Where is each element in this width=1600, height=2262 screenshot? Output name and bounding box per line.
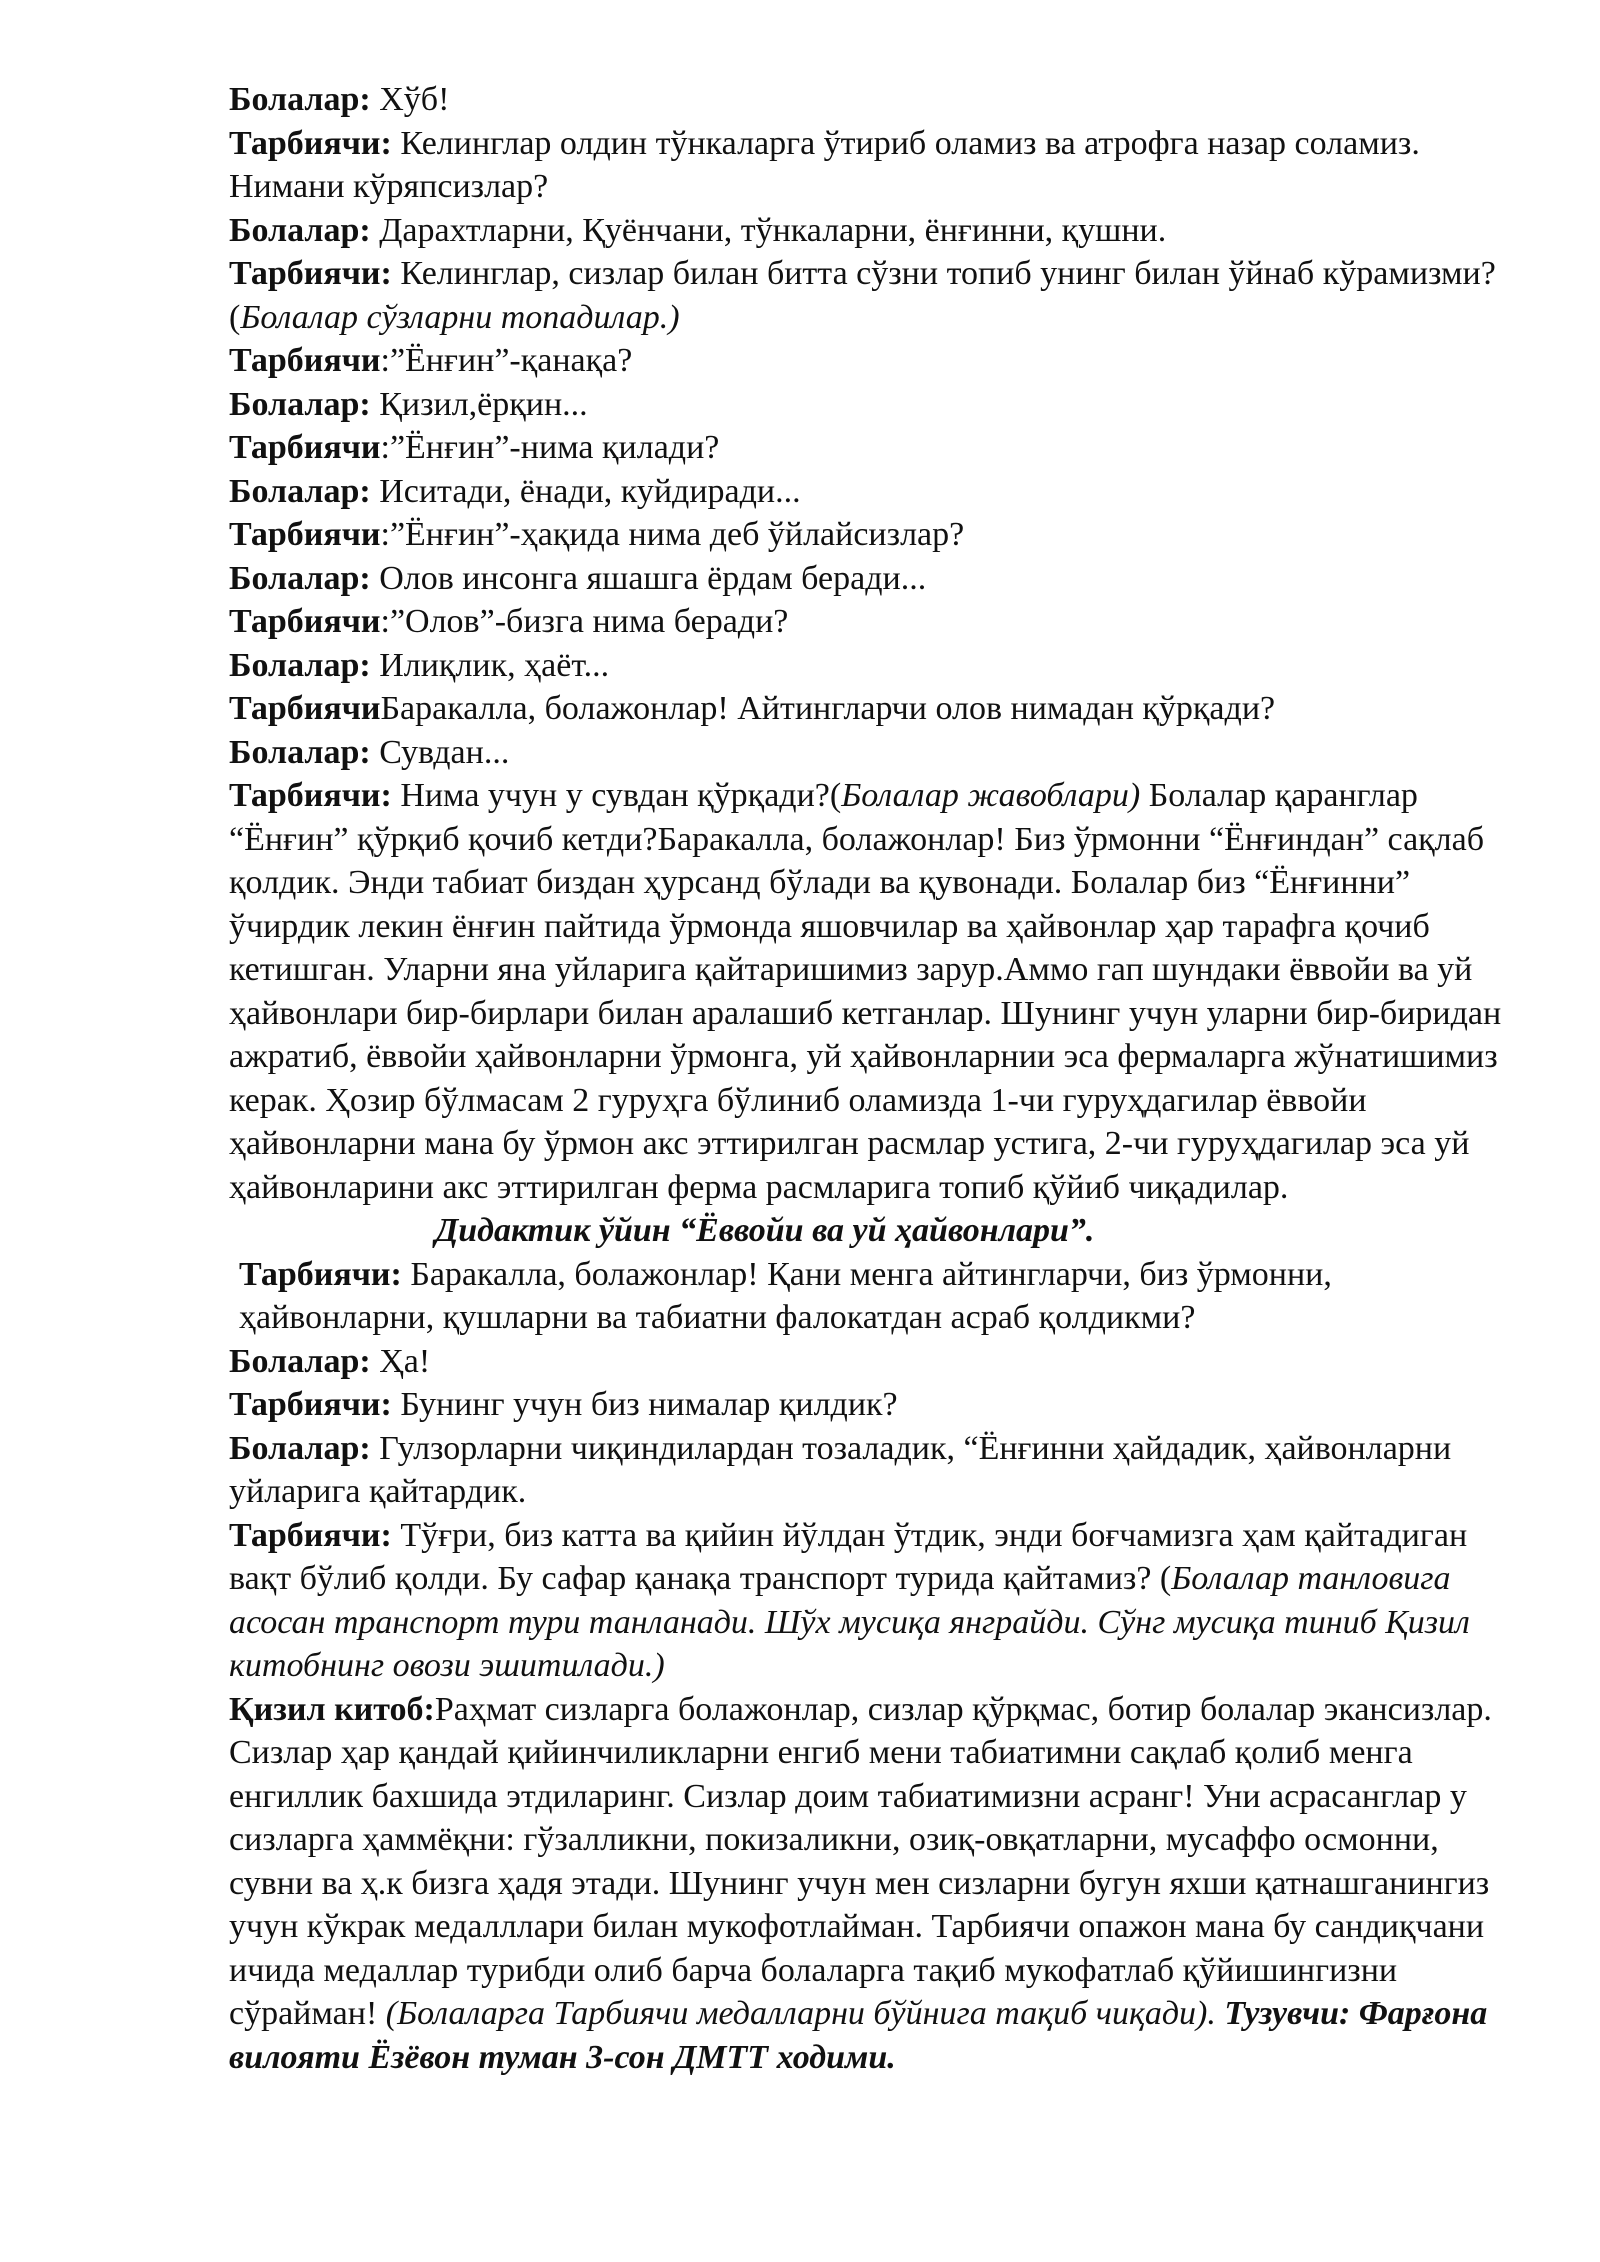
line-text: Баракалла, болажонлар! Қани менга айтингларчи, биз ўрмонни, ҳайвонларни, қушларни ва табиатни фалокатдан асраб қолдикми? [239,1255,1332,1336]
line-text: Гулзорларни чиқиндилардан тозаладик, “Ёнғинни ҳайдадик, ҳайвонларни уйларига қайтардик. [229,1429,1452,1510]
dialogue-line [229,600,1529,644]
document-body [229,78,1529,2079]
line-text: :”Ёнғин”-нима қилади? [380,429,720,466]
speaker-label: Болалар: [229,1342,371,1380]
line-text: Келинглар, сизлар билан битта сўзни топиб унинг билан ўйнаб кўрамизми? ( [229,255,1496,336]
speaker-label: Болалар: [229,646,371,684]
line-text: Тўғри, биз катта ва қийин йўлдан ўтдик, энди боғчамизга ҳам қайтадиган вақт бўлиб қолди. Бу сафар қанақа транспорт турида қайтамиз? ( [229,1516,1468,1597]
dialogue-line [229,252,1529,339]
speaker-label: Тарбиячи: [229,1386,392,1423]
speaker-label: Тарбиячи [229,690,381,727]
dialogue-line [229,426,1529,470]
speaker-label: Болалар: [229,1429,371,1467]
author-credit: Тузувчи: Фарғона вилояти Ёзёвон туман 3-сон ДМТТ ходими. [229,1995,1488,2076]
story-paragraph [229,774,1529,1209]
speaker-label: Тарбиячи: [239,1255,402,1293]
speaker-label: Қизил китоб: [229,1690,435,1728]
dialogue-line [229,209,1529,253]
speaker-label: Болалар: [229,81,371,118]
speaker-label: Болалар: [229,472,371,510]
line-text: :”Олов”-бизга нима беради? [380,603,789,640]
dialogue-line [229,383,1529,427]
line-text: Келинглар олдин тўнкаларга ўтириб оламиз ва атрофга назар соламиз. Нимани кўряпсизлар? [229,124,1420,205]
paragraph-text: Нима учун у сувдан қўрқади?( [391,777,842,814]
line-text: Иситади, ёнади, куйдиради... [370,472,801,510]
speaker-label: Болалар: [229,733,371,771]
dialogue-line [229,1427,1529,1514]
dialogue-line [229,513,1529,557]
dialogue-line [229,470,1529,514]
stage-direction: Болалар танловига асосан транспорт тури танланади. Шўх мусиқа янграйди. Сўнг мусиқа тиниб Қизил китобнинг овози эшитилади.) [229,1560,1470,1684]
dialogue-line [229,122,1529,209]
line-text: Ҳа! [370,1342,431,1380]
line-text: Илиқлик, ҳаёт... [370,646,610,684]
line-text: Баракалла, болажонлар! Айтингларчи олов нимадан қўрқади? [380,690,1276,727]
dialogue-line [229,731,1529,775]
line-text: :”Ёнғин”-қанақа? [380,342,633,379]
dialogue-line [229,1253,1529,1340]
dialogue-line [229,644,1529,688]
dialogue-line [229,1340,1529,1384]
dialogue-line [229,339,1529,383]
speaker-label: Тарбиячи: [229,255,392,292]
dialogue-line [229,687,1529,731]
speaker-label: Тарбиячи [229,429,381,466]
line-text: :”Ёнғин”-ҳақида нима деб ўйлайсизлар? [380,516,965,553]
speaker-label: Тарбиячи: [229,777,392,814]
line-text: Бунинг учун биз нималар қилдик? [391,1386,898,1423]
speaker-label: Тарбиячи: [229,124,392,162]
line-text: Олов инсонга яшашга ёрдам беради... [370,559,927,597]
line-text: Сувдан... [370,733,510,771]
line-text: Қизил,ёрқин... [370,385,588,423]
dialogue-line [229,78,1529,122]
paragraph-text: Болалар қаранглар “Ёнғин” қўрқиб қочиб кетди?Баракалла, болажонлар! Биз ўрмонни “Ёнғиндан” сақлаб қолдик. Энди табиат биздан ҳурсанд бўлади ва қувонади. Болалар биз “Ёнғинни” ўчирдик лекин ёнғин пайтида ўрмонда яшовчилар ва ҳайвонлар ҳар тарафга қочиб кетишган. Уларни яна уйларига қайтаришимиз зарур.Аммо гап шундаки ёввойи ва уй ҳайвонлари бир-бирлари билан аралашиб кетганлар. Шунинг учун уларни бир-биридан ажратиб, ёввойи ҳайвонларни ўрмонга, уй ҳайвонларнии эса фермаларга жўнатишимиз керак. Ҳозир бўлмасам 2 гуруҳга бўлиниб оламизда 1-чи гуруҳдагилар ёввойи ҳайвонларни мана бу ўрмон акс эттирилган расмлар устига, 2-чи гуруҳдагилар эса уй ҳайвонларини акс эттирилган ферма расмларига топиб қўйиб чиқадилар. [229,777,1502,1206]
section-heading: Дидактик ўйин “Ёввойи ва уй ҳайвонлари”. [435,1212,1095,1249]
stage-direction: Болалар жавоблари) [841,777,1141,814]
speaker-label: Тарбиячи [229,342,381,379]
line-text: Хўб! [370,81,450,118]
dialogue-line [229,557,1529,601]
speaker-label: Болалар: [229,385,371,423]
speaker-label: Тарбиячи [229,603,381,640]
paragraph-text: Раҳмат сизларга болажонлар, сизлар қўрқмас, ботир болалар экансизлар. Сизлар ҳар қандай қийинчиликларни енгиб мени табиатимни сақлаб қолиб менга енгиллик бахшида этдиларинг. Сизлар доим табиатимизни асранг! Уни асрасанглар у сизларга ҳаммёқни: гўзалликни, покизаликни, озиқ-овқатларни, мусаффо осмонни, сувни ва ҳ.к бизга ҳадя этади. Шунинг учун мен сизларни бугун яхши қатнашганингиз учун кўкрак медалллари билан мукофотлайман. Тарбиячи опажон мана бу сандиқчани ичида медаллар турибди олиб барча болаларга тақиб мукофатлаб қўйишингизни сўрайман! [229,1690,1492,2032]
line-text: Дарахтларни, Қуёнчани, тўнкаларни, ёнғинни, қушни. [370,211,1167,249]
stage-direction: Болалар сўзларни топадилар.) [240,298,680,336]
dialogue-line [229,1514,1529,1688]
speaker-label: Болалар: [229,559,371,597]
speaker-label: Тарбиячи [229,516,381,553]
speaker-label: Тарбиячи: [229,1516,392,1554]
speaker-label: Болалар: [229,211,371,249]
dialogue-line [229,1383,1529,1427]
closing-paragraph [229,1688,1529,2080]
stage-direction: (Болаларга Тарбиячи медалларни бўйнига тақиб чиқади). [385,1995,1225,2032]
